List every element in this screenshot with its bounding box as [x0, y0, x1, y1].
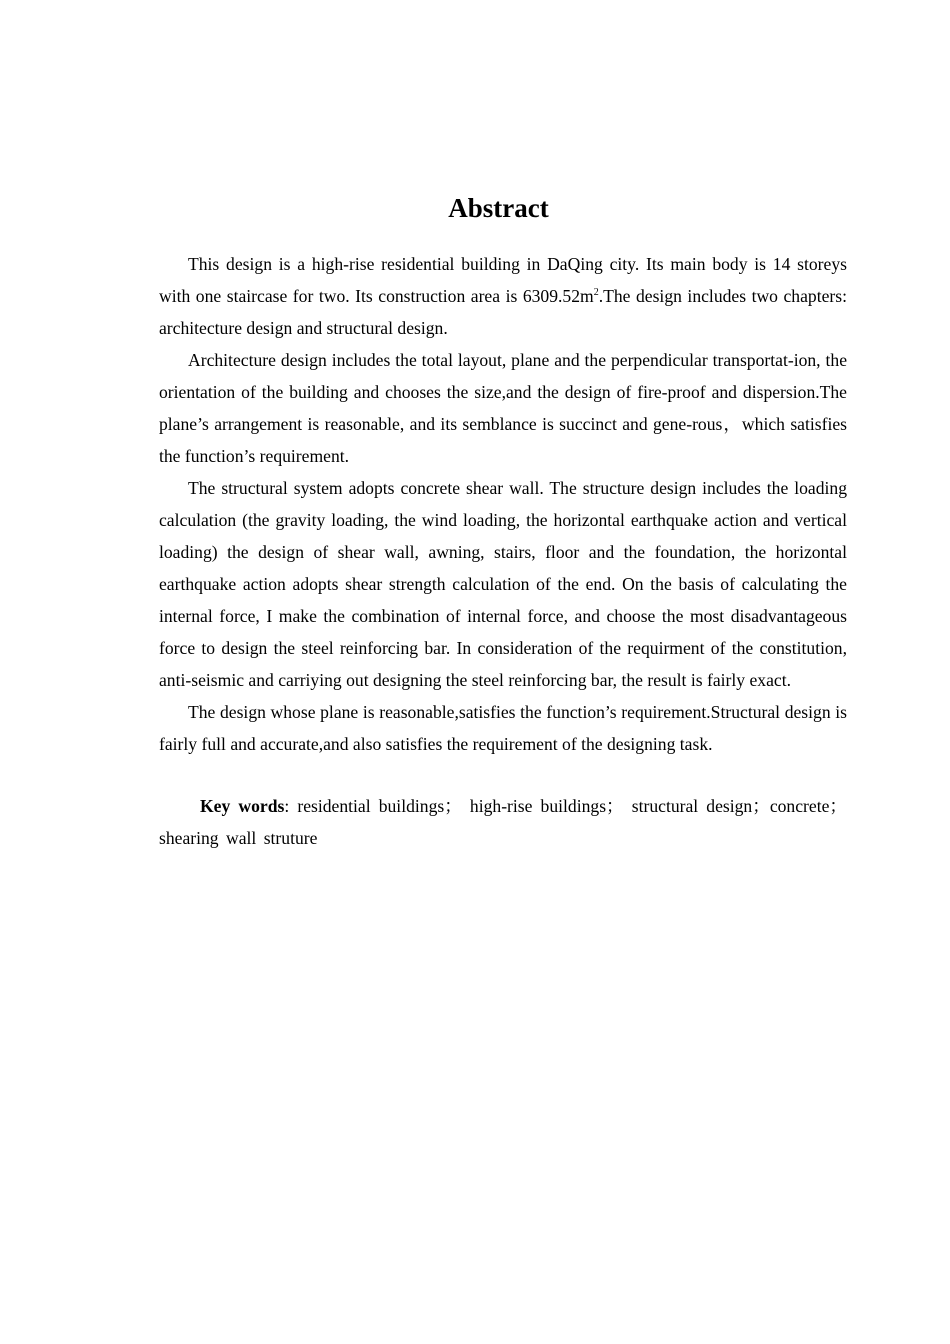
- area-superscript: 2: [593, 287, 599, 299]
- abstract-body: [159, 248, 847, 854]
- paragraph-2: Architecture design includes the total layout, plane and the perpendicular transportat-ion, the orientation of the building and chooses the size,and the design of fire-proof and dispersion.The plane’s arrangement is reasonable, and its semblance is succinct and gene-rous，which satisfies the function’s requirement.: [159, 350, 847, 466]
- paragraph-1: [159, 248, 847, 344]
- page-title: Abstract: [448, 193, 549, 224]
- paragraph-3: The structural system adopts concrete shear wall. The structure design includes the loading calculation (the gravity loading, the wind loading, the horizontal earthquake action and vertical loading) the design of shear wall, awning, stairs, floor and the foundation, the horizontal earthquake action adopts shear strength calculation of the end. On the basis of calculating the internal force, I make the combination of internal force, and choose the most disadvantageous force to design the steel reinforcing bar. In consideration of the requirment of the constitution, anti-seismic and carriying out designing the steel reinforcing bar, the result is fairly exact.: [159, 478, 847, 690]
- paragraph-1-text-end: .The design includes two chapters: architecture design and structural design.: [159, 286, 847, 338]
- paragraph-4: The design whose plane is reasonable,satisfies the function’s requirement.Structural design is fairly full and accurate,and also satisfies the requirement of the designing task.: [159, 702, 847, 754]
- keywords-label: Key words: [200, 796, 285, 816]
- paragraph-1-text: This design is a high-rise residential building in DaQing city. Its main body is 14 storeys with one staircase for two. Its construction area is 6309.52m: [159, 254, 847, 306]
- keywords-text: : residential buildings； high-rise buildings； structural design；concrete；shearing wall struture: [159, 796, 847, 848]
- keywords: [159, 790, 847, 854]
